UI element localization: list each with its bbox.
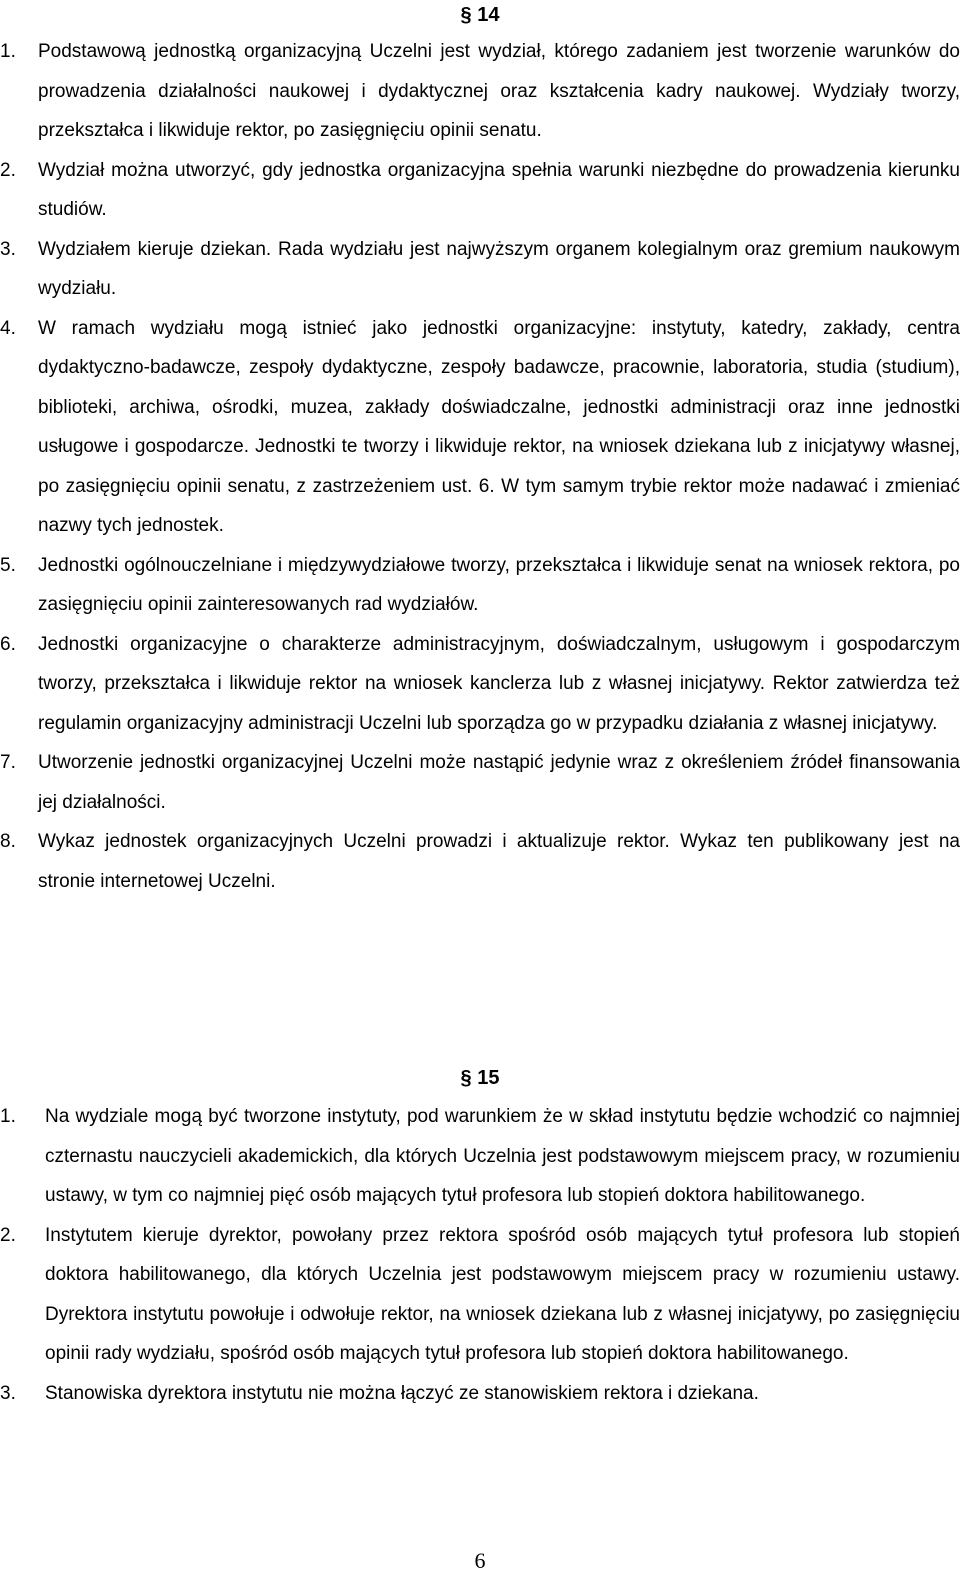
list-item	[0, 822, 960, 901]
item-number: 4.	[0, 317, 16, 339]
list-item	[0, 32, 960, 151]
item-text: Jednostki ogólnouczelniane i międzywydziałowe tworzy, przekształca i likwiduje senat na wniosek rektora, po zasięgnięciu opinii zainteresowanych rad wydziałów.	[38, 554, 960, 615]
section-heading-14	[0, 3, 960, 27]
item-number: 8.	[0, 831, 16, 852]
section-number: 14	[477, 4, 500, 26]
list-item	[0, 743, 960, 822]
item-number: 2.	[0, 1224, 16, 1246]
item-number: 1.	[0, 1106, 16, 1127]
section-15-list	[0, 1097, 960, 1413]
item-number: 2.	[0, 159, 16, 181]
item-number: 5.	[0, 554, 16, 576]
item-number: 6.	[0, 633, 16, 655]
item-number: 3.	[0, 1382, 16, 1404]
section-symbol: §	[460, 1067, 472, 1089]
list-item	[0, 230, 960, 309]
list-item	[0, 625, 960, 744]
list-item	[0, 309, 960, 546]
item-number: 7.	[0, 752, 16, 773]
section-14-list	[0, 32, 960, 901]
page-number: 6	[474, 1548, 486, 1573]
list-item	[0, 1374, 960, 1414]
list-item	[0, 546, 960, 625]
item-text: Stanowiska dyrektora instytutu nie można łączyć ze stanowiskiem rektora i dziekana.	[45, 1382, 759, 1404]
item-text: Utworzenie jednostki organizacyjnej Uczelni może nastąpić jedynie wraz z określeniem źródeł finansowania jej działalności.	[38, 752, 960, 813]
item-text: Wykaz jednostek organizacyjnych Uczelni prowadzi i aktualizuje rektor. Wykaz ten publikowany jest na stronie internetowej Uczelni.	[38, 831, 960, 892]
section-symbol: §	[460, 4, 472, 26]
section-heading-15	[0, 1066, 960, 1090]
item-text: Podstawową jednostką organizacyjną Uczelni jest wydział, którego zadaniem jest tworzenie warunków do prowadzenia działalności naukowej i dydaktycznej oraz kształcenia kadry naukowej. Wydziały tworzy, przekształca i likwiduje rektor, po zasięgnięciu opinii senatu.	[38, 41, 960, 141]
item-text: W ramach wydziału mogą istnieć jako jednostki organizacyjne: instytuty, katedry, zakłady, centra dydaktyczno-badawcze, zespoły dydaktyczne, zespoły badawcze, pracownie, laboratoria, studia (studium), biblioteki, archiwa, ośrodki, muzea, zakłady doświadczalne, jednostki administracji oraz inne jednostki usługowe i gospodarcze. Jednostki te tworzy i likwiduje rektor, na wniosek dziekana lub z inicjatywy własnej, po zasięgnięciu opinii senatu, z zastrzeżeniem ust. 6. W tym samym trybie rektor może nadawać i zmieniać nazwy tych jednostek.	[38, 317, 960, 536]
list-item	[0, 151, 960, 230]
item-number: 1.	[0, 41, 16, 62]
list-item	[0, 1097, 960, 1216]
item-number: 3.	[0, 238, 16, 260]
item-text: Wydziałem kieruje dziekan. Rada wydziału jest najwyższym organem kolegialnym oraz gremium naukowym wydziału.	[38, 238, 960, 299]
item-text: Wydział można utworzyć, gdy jednostka organizacyjna spełnia warunki niezbędne do prowadzenia kierunku studiów.	[38, 159, 960, 220]
list-item	[0, 1216, 960, 1374]
item-text: Jednostki organizacyjne o charakterze administracyjnym, doświadczalnym, usługowym i gospodarczym tworzy, przekształca i likwiduje rektor na wniosek kanclerza lub z własnej inicjatywy. Rektor zatwierdza też regulamin organizacyjny administracji Uczelni lub sporządza go w przypadku działania z własnej inicjatywy.	[38, 633, 960, 734]
section-number: 15	[477, 1067, 500, 1089]
item-text: Instytutem kieruje dyrektor, powołany przez rektora spośród osób mających tytuł profesora lub stopień doktora habilitowanego, dla których Uczelnia jest podstawowym miejscem pracy w rozumieniu ustawy. Dyrektora instytutu powołuje i odwołuje rektor, na wniosek dziekana lub z własnej inicjatywy, po zasięgnięciu opinii rady wydziału, spośród osób mających tytuł profesora lub stopień doktora habilitowanego.	[45, 1224, 960, 1364]
item-text: Na wydziale mogą być tworzone instytuty, pod warunkiem że w skład instytutu będzie wchodzić co najmniej czternastu nauczycieli akademickich, dla których Uczelnia jest podstawowym miejscem pracy, w rozumieniu ustawy, w tym co najmniej pięć osób mających tytuł profesora lub stopień doktora habilitowanego.	[45, 1106, 960, 1206]
